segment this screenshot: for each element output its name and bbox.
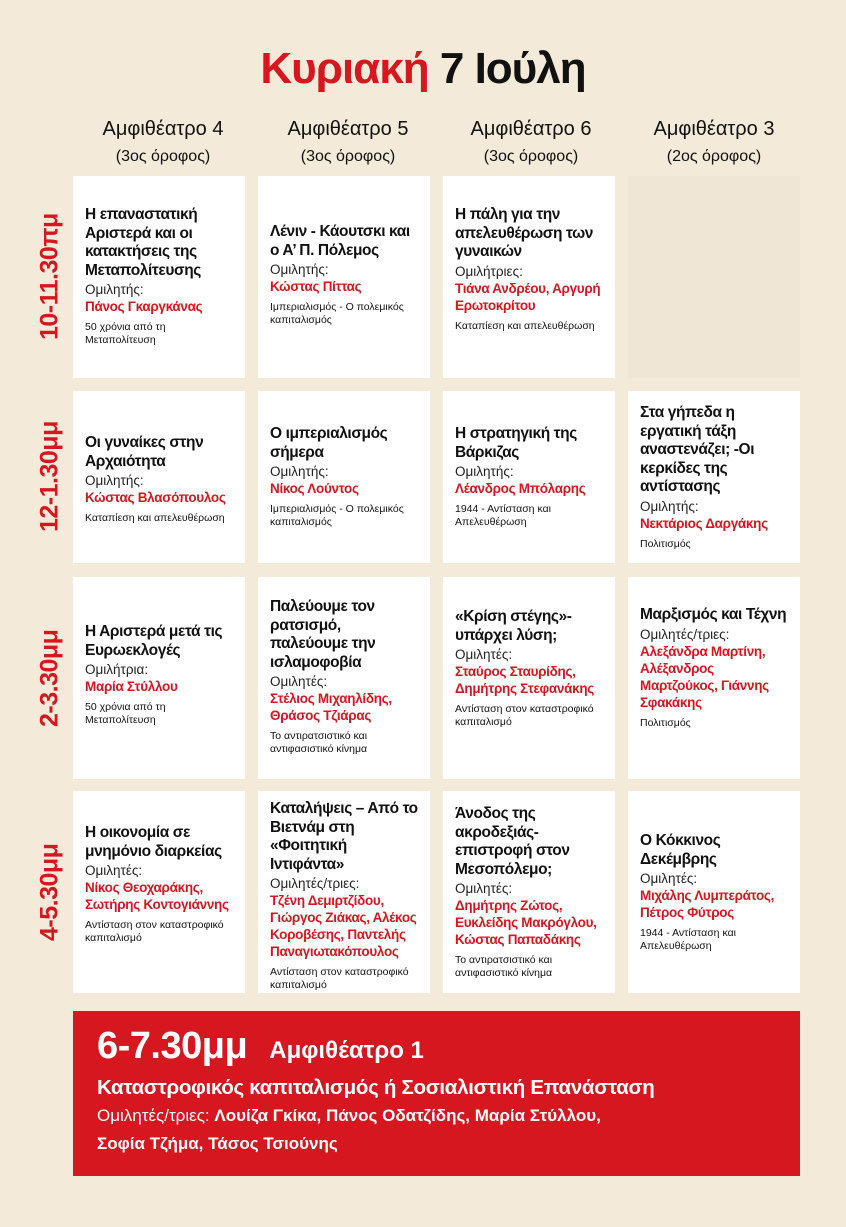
session-card[interactable] bbox=[258, 577, 430, 779]
session-card[interactable] bbox=[628, 791, 800, 993]
speaker-label: Ομιλητές: bbox=[640, 871, 698, 886]
speaker-names: Νεκτάριος Δαργάκης bbox=[640, 515, 768, 531]
time-slot-1: 10-11.30πμ bbox=[35, 213, 64, 341]
session-title: Ο ιμπεριαλισμός σήμερα bbox=[270, 425, 388, 461]
closing-speakers-line2: Σοφία Τζήμα, Τάσος Τσιούνης bbox=[97, 1134, 338, 1153]
speaker-label: Ομιλητές/τριες: bbox=[640, 626, 730, 642]
room-floor: (3ος όροφος) bbox=[300, 148, 396, 165]
session-track: Ιμπεριαλισμός - Ο πολεμικός καπιταλισμός bbox=[270, 301, 404, 326]
room-header-1 bbox=[68, 116, 258, 170]
speaker-names: Τιάνα Ανδρέου, Αργυρή Ερωτοκρίτου bbox=[455, 280, 601, 313]
room-name: Αμφιθέατρο 4 bbox=[102, 118, 224, 140]
speaker-names: Τζένη Δεμιρτζίδου, Γιώργος Ζιάκας, Αλέκος Κοροβέσης, Παντελής Παναγιωτακόπουλος bbox=[270, 893, 417, 959]
speaker-label: Ομιλήτριες: bbox=[455, 263, 523, 279]
session-card[interactable] bbox=[73, 391, 245, 563]
speaker-names: Κώστας Πίττας bbox=[270, 279, 362, 294]
session-card[interactable] bbox=[73, 577, 245, 779]
session-card[interactable] bbox=[73, 176, 245, 378]
time-slot-3: 2-3.30μμ bbox=[35, 629, 64, 727]
speaker-names: Σταύρος Σταυρίδης, Δημήτρης Στεφανάκης bbox=[455, 664, 595, 696]
session-track: Καταπίεση και απελευθέρωση bbox=[455, 319, 595, 332]
empty-slot bbox=[628, 176, 800, 378]
session-title: Καταλήψεις – Από το Βιετνάμ στη «Φοιτητική Ιντιφάντα» bbox=[270, 800, 418, 873]
title-date: 7 Ιούλη bbox=[439, 44, 586, 93]
session-track: Αντίσταση στον καταστροφικό καπιταλισμό bbox=[85, 919, 224, 944]
session-track: 1944 - Αντίσταση και Απελευθέρωση bbox=[455, 503, 551, 528]
session-track: Το αντιρατσιστικό και αντιφασιστικό κίνημα bbox=[455, 954, 553, 979]
session-track: Πολιτισμός bbox=[640, 537, 691, 550]
speaker-names: Νίκος Θεοχαράκης, Σωτήρης Κοντογιάννης bbox=[85, 880, 229, 912]
speaker-label: Ομιλητής: bbox=[640, 498, 699, 514]
session-card[interactable] bbox=[443, 791, 615, 993]
session-title: Ο Κόκκινος Δεκέμβρης bbox=[640, 832, 721, 868]
closing-speakers-line1: Λουίζα Γκίκα, Πάνος Οδατζίδης, Μαρία Στύλλου, bbox=[214, 1106, 601, 1125]
speaker-label: Ομιλητές: bbox=[270, 674, 328, 689]
session-title: Η Αριστερά μετά τις Ευρωεκλογές bbox=[85, 623, 223, 659]
room-header-2 bbox=[253, 116, 443, 170]
session-card[interactable] bbox=[73, 791, 245, 993]
session-card[interactable] bbox=[628, 391, 800, 563]
room-name: Αμφιθέατρο 5 bbox=[287, 118, 409, 140]
speaker-label: Ομιλητές: bbox=[455, 881, 513, 896]
session-title: Άνοδος της ακροδεξιάς- επιστροφή στον Μεσοπόλεμο; bbox=[455, 805, 570, 878]
title-day: Κυριακή bbox=[260, 44, 429, 93]
session-title: Η στρατηγική της Βάρκιζας bbox=[455, 425, 577, 461]
speaker-names: Μαρία Στύλλου bbox=[85, 679, 178, 694]
closing-speakers bbox=[97, 1102, 776, 1158]
speaker-label: Ομιλητές: bbox=[85, 863, 143, 878]
speaker-names: Δημήτρης Ζώτος, Ευκλείδης Μακρόγλου, Κώστας Παπαδάκης bbox=[455, 898, 597, 947]
speaker-names: Αλεξάνδρα Μαρτίνη, Αλέξανδρος Μαρτζούκος, Γιάννης Σφακάκης bbox=[640, 643, 769, 710]
session-track: Καταπίεση και απελευθέρωση bbox=[85, 512, 225, 524]
session-title: Η επαναστατική Αριστερά και οι κατακτήσεις της Μεταπολίτευσης bbox=[85, 206, 201, 279]
session-card[interactable] bbox=[258, 391, 430, 563]
session-card[interactable] bbox=[258, 791, 430, 993]
closing-speaker-label: Ομιλητές/τριες: bbox=[97, 1106, 210, 1125]
closing-room: Αμφιθέατρο 1 bbox=[269, 1037, 424, 1064]
time-slot-4: 4-5.30μμ bbox=[35, 843, 64, 941]
room-name: Αμφιθέατρο 6 bbox=[470, 118, 592, 140]
page-title bbox=[0, 44, 846, 94]
speaker-names: Νίκος Λούντος bbox=[270, 481, 359, 496]
session-track: Ιμπεριαλισμός - Ο πολεμικός καπιταλισμός bbox=[270, 503, 404, 528]
speaker-names: Στέλιος Μιχαηλίδης, Θράσος Τζιάρας bbox=[270, 691, 392, 723]
speaker-names: Πάνος Γκαργκάνας bbox=[85, 299, 203, 314]
closing-title: Καταστροφικός καπιταλισμός ή Σοσιαλιστική Επανάσταση bbox=[97, 1076, 655, 1099]
session-track: 1944 - Αντίσταση και Απελευθέρωση bbox=[640, 927, 736, 952]
speaker-label: Ομιλητές: bbox=[455, 647, 513, 662]
room-header-4 bbox=[619, 116, 809, 170]
room-floor: (3ος όροφος) bbox=[115, 148, 211, 165]
closing-session[interactable] bbox=[73, 1011, 800, 1176]
speaker-label: Ομιλητής: bbox=[270, 464, 329, 479]
time-slot-2: 12-1.30μμ bbox=[35, 421, 64, 533]
session-track: Το αντιρατσιστικό και αντιφασιστικό κίνημα bbox=[270, 730, 368, 755]
speaker-label: Ομιλητές/τριες: bbox=[270, 876, 360, 891]
room-header-3 bbox=[436, 116, 626, 170]
speaker-label: Ομιλητής: bbox=[85, 473, 144, 488]
speaker-label: Ομιλητής: bbox=[455, 464, 514, 479]
session-card[interactable] bbox=[258, 176, 430, 378]
session-track: Πολιτισμός bbox=[640, 716, 691, 729]
session-track: 50 χρόνια από τη Μεταπολίτευση bbox=[85, 321, 166, 346]
session-title: Η οικονομία σε μνημόνιο διαρκείας bbox=[85, 824, 222, 860]
session-card[interactable] bbox=[628, 577, 800, 779]
session-card[interactable] bbox=[443, 176, 615, 378]
session-card[interactable] bbox=[443, 391, 615, 563]
session-title: Η πάλη για την απελευθέρωση των γυναικών bbox=[455, 206, 593, 260]
session-title: Οι γυναίκες στην Αρχαιότητα bbox=[85, 434, 204, 470]
speaker-label: Ομιλητής: bbox=[270, 262, 329, 277]
session-track: Αντίσταση στον καταστροφικό καπιταλισμό bbox=[455, 703, 594, 728]
session-title: Παλεύουμε τον ρατσισμό, παλεύουμε την ισλαμοφοβία bbox=[270, 598, 376, 671]
session-card[interactable] bbox=[443, 577, 615, 779]
session-track: 50 χρόνια από τη Μεταπολίτευση bbox=[85, 701, 166, 726]
speaker-names: Μιχάλης Λυμπεράτος, Πέτρος Φύτρος bbox=[640, 888, 775, 920]
session-title: Στα γήπεδα η εργατική τάξη αναστενάζει; -Οι κερκίδες της αντίστασης bbox=[640, 404, 755, 495]
closing-time: 6-7.30μμ bbox=[97, 1025, 248, 1067]
session-title: «Κρίση στέγης»- υπάρχει λύση; bbox=[455, 608, 572, 644]
room-name: Αμφιθέατρο 3 bbox=[653, 118, 775, 140]
speaker-label: Ομιλήτρια: bbox=[85, 662, 149, 677]
session-title: Μαρξισμός και Τέχνη bbox=[640, 606, 787, 623]
speaker-label: Ομιλητής: bbox=[85, 282, 144, 297]
room-floor: (2ος όροφος) bbox=[666, 148, 762, 165]
speaker-names: Λέανδρος Μπόλαρης bbox=[455, 481, 586, 496]
room-floor: (3ος όροφος) bbox=[483, 148, 579, 165]
speaker-names: Κώστας Βλασόπουλος bbox=[85, 490, 226, 505]
session-title: Λένιν - Κάουτσκι και ο Α’ Π. Πόλεμος bbox=[270, 223, 410, 259]
session-track: Αντίσταση στον καταστροφικό καπιταλισμό bbox=[270, 966, 409, 991]
